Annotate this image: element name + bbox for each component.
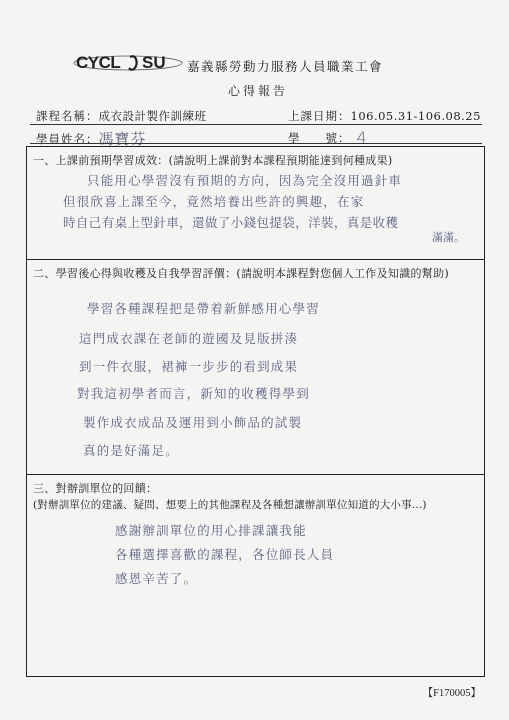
form-code: 【F170005】 (422, 688, 481, 699)
report-title: 心得報告 (228, 84, 289, 98)
report-box (26, 146, 485, 677)
section-2-line: 對我這初學者而言，新知的收穫得學到 (77, 386, 310, 401)
course-label: 課程名稱： (36, 109, 99, 123)
student-number-handwritten: 4 (356, 128, 367, 147)
student-label: 學員姓名： (36, 132, 99, 146)
section-1-line: 只能用心學習沒有預期的方向，因為完全沒用過針車 (87, 173, 403, 188)
union-logo (72, 52, 184, 72)
section-3-subheading: (對辦訓單位的建議、疑問、想要上的其他課程及各種想讓辦訓單位知道的大小事...) (33, 499, 427, 511)
section-3-line: 感恩辛苦了。 (115, 571, 198, 586)
info-rule-2 (30, 143, 482, 144)
section-1-heading: 一、上課前預期學習成效：(請說明上課前對本課程預期能達到何種成果) (33, 154, 393, 167)
student-name-handwritten: 馮寶芬 (98, 130, 147, 148)
organization-name: 嘉義縣勞動力服務人員職業工會 (187, 59, 384, 74)
section-3-line: 感謝辦訓單位的用心排課讓我能 (115, 523, 307, 538)
section-divider-2 (27, 474, 484, 475)
info-rule-1 (30, 124, 482, 125)
number-label: 學 號： (288, 131, 351, 145)
section-2-line: 真的是好滿足。 (83, 443, 179, 458)
date-info (288, 108, 481, 124)
section-divider-1 (27, 259, 484, 260)
course-info (36, 108, 207, 124)
section-3-line: 各種選擇喜歡的課程，各位師長人員 (115, 547, 335, 562)
section-1-line: 但很欣喜上課至今，竟然培養出些許的興趣，在家 (63, 194, 365, 209)
date-label: 上課日期： (288, 109, 351, 123)
date-value: 106.05.31-106.08.25 (350, 109, 481, 123)
section-1-line: 時自己有桌上型針車，還做了小錢包提袋，洋裝，真是收穫 (63, 215, 399, 230)
svg-text:SU: SU (142, 53, 166, 72)
union-logo-graphic (72, 52, 184, 72)
student-info (36, 127, 147, 148)
section-1-line: 滿滿。 (432, 231, 465, 244)
section-3-heading: 三、對辦訓單位的回饋： (33, 482, 158, 495)
section-2-line: 學習各種課程把是帶着新鮮感用心學習 (87, 301, 320, 316)
course-value: 成衣設計製作訓練班 (98, 109, 207, 123)
section-2-line: 製作成衣成品及運用到小飾品的試製 (83, 415, 303, 430)
svg-text:CYCL: CYCL (76, 53, 121, 72)
section-2-line: 這門成衣課在老師的遊國及見版拼湊 (79, 331, 299, 346)
section-2-heading: 二、學習後心得與收穫及自我學習評價：(請說明本課程對您個人工作及知識的幫助) (33, 267, 449, 280)
section-2-line: 到一件衣服，裙褲一步步的看到成果 (79, 359, 299, 374)
